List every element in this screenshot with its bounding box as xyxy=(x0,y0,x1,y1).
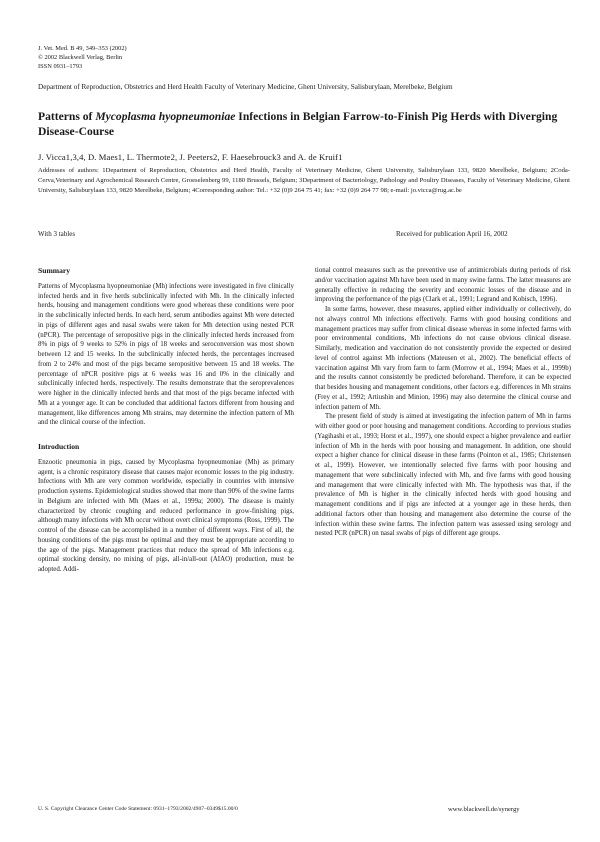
journal-header xyxy=(38,44,127,71)
right-paragraph-2: In some farms, however, these measures, applied either individually or collectively, do not always control Mh infections effectively. Farms with good housing conditions and management practices may suffer from clinical disease whereas in some infected farms with poor environmental conditions, Mh infections do not cause obvious clinical disease. Similarly, medication and vaccination do not consistently provide the expected or desired level of control against Mh infections (Mateusen et al., 2002). The beneficial effects of vaccination against Mh vary from farm to farm (Morrow et al., 1994; Maes et al., 1999b) and the results cannot consistently be predicted beforehand. Therefore, it can be expected that besides housing and management conditions, other factors e.g. differences in Mh strains (Frey et al., 1992; Artiushin and Minion, 1996) may also determine the clinical course and infection pattern of Mh. xyxy=(315,306,571,411)
summary-heading: Summary xyxy=(38,266,71,275)
title-species: Mycoplasma hyopneumoniae xyxy=(95,110,236,123)
author-list: J. Vicca1,3,4, D. Maes1, L. Thermote2, J. Peeters2, F. Haesebrouck3 and A. de Kruif1 xyxy=(38,152,343,162)
author-addresses: Addresses of authors: 1Department of Reproduction, Obstetrics and Herd Health, Faculty of Veterinary Medicine, Ghent University, Salisburylaan 133, 9820 Merelbeke, Belgium; 2Coda-Cerva,Veterinary and Agrochemical Research Centre, Groeselenberg 99, 1180 Brussels, Belgium; 3Department of Bacteriology, Pathology and Poultry Diseases, Faculty of Veterinary Medicine, Ghent University, Salisburylaan 133, 9820 Merelbeke, Belgium; 4Corresponding author: Tel.: +32 (0)9 264 75 41; fax: +32 (0)9 264 77 98; e-mail: jo.vicca@rug.ac.be xyxy=(38,167,570,194)
right-column xyxy=(315,266,571,539)
issn-line: ISSN 0931–1793 xyxy=(38,63,83,70)
right-paragraph-3: The present field of study is aimed at investigating the infection pattern of Mh in farms with either good or poor housing and management conditions. According to previous studies (Yagihashi et al., 1993; Horst et al., 1997), one should expect a higher prevalence and earlier infection of Mh in the herds with poor housing and management. In addition, one should expect a higher chance for clinical disease in these farms (Pointon et al., 1985; Christensen et al., 1999). However, we intentionally selected five farms with poor housing and management that were subclinically infected with Mh, and five farms with good housing and management that were clinically infected with Mh. The hypothesis was that, if the prevalence of Mh is higher in the clinically infected herds with good housing and management conditions and if pigs are infected at a younger age in these herds, then additional factors other than housing and management also determine the course of the infection within these swine farms. The infection pattern was assessed using serology and nested PCR (nPCR) on nasal swabs of pigs of different age groups. xyxy=(315,413,571,538)
journal-citation: J. Vet. Med. B 49, 349–353 (2002) xyxy=(38,45,127,52)
summary-text: Patterns of Mycoplasma hyopneumoniae (Mh) infections were investigated in five clinically infected herds and in five herds subclinically infected with Mh. In the clinically infected herds, housing and management conditions were good whereas these conditions were poor in the subclinically infected herds. In each herd, serum antibodies against Mh were detected in pigs of different ages and nasal swabs were taken for Mh detection using nested PCR (nPCR). The percentage of seropositive pigs in the clinically infected herds increased from 8% in pigs of 9 weeks to 52% in pigs of 18 weeks and seroconversion was most shown between 12 and 15 weeks. In the subclinically infected herds, the percentages increased from 2 to 24% and most of the pigs became seropositive between 15 and 18 weeks. The percentage of nPCR positive pigs at 6 weeks was 16 and 0% in the clinically and subclinically infected herds, respectively. The results demonstrate that the seroprevalences were higher in the clinically infected herds and that most of the pigs became infected with Mh at a younger age. It can be concluded that additional factors different from housing and management, like differences among Mh strains, may determine the infection pattern of Mh and the clinical course of the infection. xyxy=(38,282,294,427)
copyright-line: © 2002 Blackwell Verlag, Berlin xyxy=(38,54,123,61)
tables-count: With 3 tables xyxy=(38,230,76,238)
title-part2: Infections in Belgian Farrow-to-Finish Pig Herds with Diverging Disease-Course xyxy=(38,110,558,138)
title-part1: Patterns of xyxy=(38,110,96,123)
publisher-website[interactable]: www.blackwell.de/synergy xyxy=(448,806,520,813)
article-title xyxy=(38,110,568,139)
department-affiliation: Department of Reproduction, Obstetrics and Herd Health Faculty of Veterinary Medicine, Ghent University, Salisburylaan, Merelbeke, Belgium xyxy=(38,83,453,91)
left-column xyxy=(38,266,294,575)
introduction-heading: Introduction xyxy=(38,442,80,451)
right-paragraph-1: tional control measures such as the preventive use of antimicrobials during periods of risk and/or vaccination against Mh have been used in many swine farms. The latter measures are generally effective in reducing the severity and economic losses of the disease and in improving the performance of the pigs (Clark et al., 1991; Legrand and Kobisch, 1996). xyxy=(315,267,571,304)
copyright-code-statement: U. S. Copyright Clearance Center Code Statement: 0931–1793/2002/4907–0349$15.00/0 xyxy=(38,806,238,812)
introduction-text: Enzootic pneumonia in pigs, caused by Mycoplasma hyopneumoniae (Mh) as primary agent, is a chronic respiratory disease that causes major economic losses to the pig industry. Infections with Mh are very common worldwide, especially in countries with intensive production systems. Epidemiological studies showed that more than 90% of the swine farms in Belgium are infected with Mh (Maes et al., 1999a; 2000). The disease is mainly characterized by chronic coughing and reduced performance in grow-finishing pigs, although many infections with Mh occur without overt clinical symptoms (Ross, 1999). The control of the disease can be accomplished in a number of different ways. First of all, the housing conditions of the pigs must be optimal and they must be appropriate according to the age of the pigs. Management practices that reduce the spread of Mh infections e.g. optimal stocking density, no mixing of pigs, all-in/all-out (AIAO) production, must be adopted. Addi- xyxy=(38,458,294,573)
received-date: Received for publication April 16, 2002 xyxy=(396,230,508,238)
